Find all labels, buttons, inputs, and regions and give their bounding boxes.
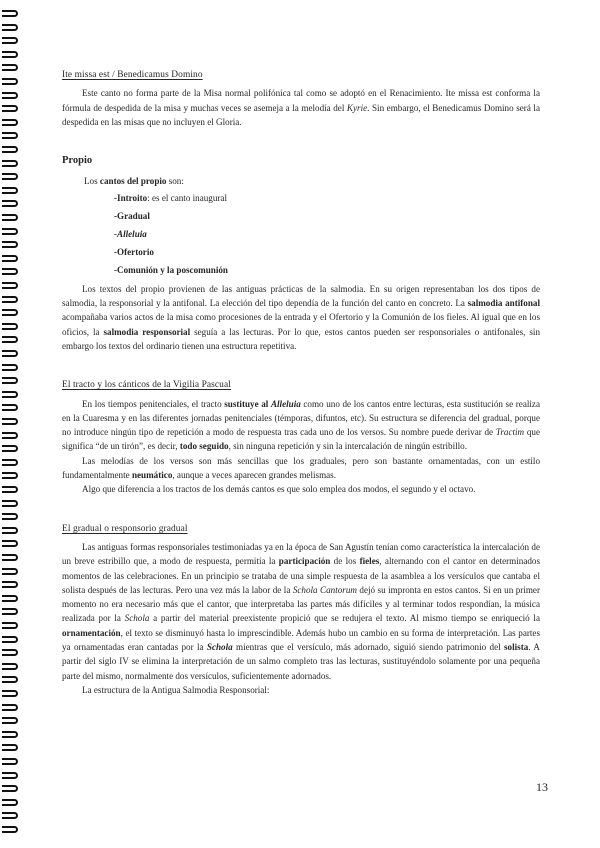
text: . A partir del siglo IV se elimina la interpretación de un salmo completo tras las lecturas, sustituyéndolo solamente por una pequeña parte del mismo, normalmente dos versículos, suficientemente adornados.: [62, 642, 540, 681]
text-bold: salmodia responsorial: [103, 326, 191, 337]
binding-coil: [2, 459, 18, 466]
list-item: [114, 264, 540, 276]
page-number: 13: [536, 780, 548, 794]
text-bold: sustituye al: [224, 398, 271, 409]
text: a partir del material preexistente propició que se redujera el texto. Al mismo tiempo se enriqueció la: [149, 613, 540, 624]
text-bold: salmodia antifonal: [467, 298, 540, 309]
binding-coil: [2, 200, 18, 207]
paragraph: [62, 282, 540, 353]
binding-coil: [2, 323, 18, 330]
binding-coil: [2, 187, 18, 194]
text-italic: Kyrie: [346, 102, 368, 113]
section-gradual: [62, 522, 540, 698]
text-bold-italic: Alleluia: [270, 398, 301, 409]
binding-coil: [2, 663, 18, 670]
text-bold-italic: Schola: [206, 642, 233, 653]
binding-coil: [2, 595, 18, 602]
text: que significa “de un tirón”, es decir,: [62, 427, 540, 452]
binding-coil: [2, 51, 18, 58]
binding-coil: [2, 24, 18, 31]
text-bold: fieles: [359, 556, 380, 567]
binding-coil: [2, 731, 18, 738]
item-label: -Comunión y la poscomunión: [114, 264, 228, 275]
text: de los: [330, 556, 360, 567]
section-title: El tracto y los cánticos de la Vigilia Pascual: [62, 380, 231, 391]
binding-coil: [2, 636, 18, 643]
text: , aunque a veces aparecen grandes melismas.: [172, 470, 336, 481]
cantos-list: [114, 192, 540, 276]
binding-coil: [2, 105, 18, 112]
binding-coil: [2, 404, 18, 411]
binding-coil: [2, 64, 18, 71]
section-title: El gradual o responsorio gradual: [62, 523, 188, 534]
binding-coil: [2, 391, 18, 398]
binding-coil: [2, 513, 18, 520]
binding-coil: [2, 377, 18, 384]
binding-coil: [2, 228, 18, 235]
binding-coil: [2, 608, 18, 615]
text: . Sin embargo, el Benedicamus Domino será la despedida en las misas que no incluyen el Gloria.: [62, 102, 540, 127]
binding-coil: [2, 92, 18, 99]
text: , el texto se disminuyó hasta lo imprescindible. Además hubo un cambio en su forma de interpretación. Las partes ya ornamentadas eran cantadas por la: [62, 627, 540, 653]
binding-coil: [2, 690, 18, 697]
text-bold: participación: [278, 556, 331, 567]
text: dejó su impronta en estos cantos. Si en un primer momento no era necesario más que el cantor, que interpretaba las partes más difíciles y al terminar todos respondían, la música realizada por la: [62, 584, 540, 624]
section-tracto: [62, 378, 540, 496]
text: Las antiguas formas responsoriales testimoniadas ya en la época de San Agustín tenían como característica la intercalación de un breve estribillo que, a modo de respuesta, permitía la: [62, 541, 540, 567]
paragraph: Algo que diferencia a los tractos de los demás cantos es que solo emplea dos modos, el segundo y el octavo.: [82, 484, 476, 495]
paragraph: [62, 540, 540, 683]
binding-coil: [2, 119, 18, 126]
binding-coil: [2, 799, 18, 806]
spiral-binding: [0, 10, 22, 840]
text-bold: todo seguido: [179, 441, 229, 452]
text-bold: neumático: [131, 470, 173, 481]
binding-coil: [2, 418, 18, 425]
text: Los textos del propio provienen de las antiguas prácticas de la salmodia. En su origen representaban los dos tipos de salmodia, la responsorial y la antifonal. La elección del tipo dependía de la función del canto en concreto. La: [62, 283, 540, 309]
binding-coil: [2, 772, 18, 779]
binding-coil: [2, 37, 18, 44]
item-label: -Gradual: [114, 210, 150, 221]
binding-coil: [2, 241, 18, 248]
binding-coil: [2, 676, 18, 683]
binding-coil: [2, 350, 18, 357]
text: seguía a las lecturas. Por lo que, estos cantos pueden ser responsoriales o antifonales, sin embargo los textos del ordinario tienen una estructura repetitiva.: [62, 326, 540, 351]
binding-coil: [2, 173, 18, 180]
text: Este canto no forma parte de la Misa normal polifónica tal como se adoptó en el Renacimiento. Ite missa est conforma la fórmula de despedida de la misa y muchas veces se asemeja a la melodía del: [62, 88, 540, 113]
list-intro: [84, 174, 540, 188]
binding-coil: [2, 812, 18, 819]
binding-coil: [2, 826, 18, 833]
binding-coil: [2, 568, 18, 575]
text-bold: cantos del propio: [99, 176, 167, 187]
binding-coil: [2, 132, 18, 139]
item-label: -Alleluia: [114, 228, 147, 239]
binding-coil: [2, 336, 18, 343]
binding-coil: [2, 296, 18, 303]
binding-coil: [2, 540, 18, 547]
item-label: -Introito: [114, 192, 148, 203]
text-italic: Schola: [124, 613, 150, 624]
text: acompañaba varios actos de la misa como procesiones de la entrada y el Ofertorio y la Comunión de los fieles. Al igual que en los oficios, la: [62, 312, 540, 337]
paragraph: [62, 454, 540, 483]
text: mientras que el versículo, más adornado, siguió siendo patrimonio del: [232, 642, 505, 653]
binding-coil: [2, 10, 18, 17]
paragraph: [62, 86, 540, 129]
binding-coil: [2, 581, 18, 588]
document-page: [62, 68, 540, 722]
section-propio: [62, 154, 540, 353]
binding-coil: [2, 146, 18, 153]
binding-coil: [2, 160, 18, 167]
binding-coil: [2, 445, 18, 452]
text: Las melodías de los versos son más sencillas que los graduales, pero son bastante ornamentadas, con un estilo fundamentalmente: [62, 455, 540, 481]
paragraph: [62, 397, 540, 454]
binding-coil: [2, 785, 18, 792]
text: son:: [166, 176, 184, 187]
text: como uno de los cantos entre lecturas, esta sustitución se realiza en la Cuaresma y en las diferentes jornadas penitenciales (témporas, difuntos, etc). Su estructura se diferencia del gradual, porque no introduce ningún tipo de repetición a modo de respuesta tras cada uno de los versos. Su nombre puede derivar de: [62, 398, 540, 438]
text-bold: solista: [504, 642, 529, 653]
binding-coil: [2, 717, 18, 724]
binding-coil: [2, 622, 18, 629]
section-title: Ite missa est / Benedicamus Domino: [62, 70, 203, 80]
list-item: [114, 228, 540, 240]
binding-coil: [2, 282, 18, 289]
binding-coil: [2, 554, 18, 561]
list-item: [114, 210, 540, 222]
binding-coil: [2, 268, 18, 275]
binding-coil: [2, 486, 18, 493]
binding-coil: [2, 758, 18, 765]
list-item: [114, 192, 540, 204]
text-italic: Tractim: [495, 427, 525, 438]
binding-coil: [2, 309, 18, 316]
binding-coil: [2, 78, 18, 85]
binding-coil: [2, 744, 18, 751]
text: Los: [84, 176, 100, 187]
text-bold: ornamentación: [62, 627, 121, 638]
binding-coil: [2, 472, 18, 479]
section-ite-missa: [62, 68, 540, 129]
text-italic: Schola Cantorum: [292, 584, 357, 595]
section-heading: Propio: [62, 155, 93, 167]
list-item: [114, 246, 540, 258]
text: , alternando con el cantor en determinados momentos de las celebraciones. En un principio se trataba de una simple respuesta de la asamblea a los versículos que cantaba el solista después de las lecturas. Pero una vez más la labor de la: [62, 556, 540, 595]
binding-coil: [2, 704, 18, 711]
text: En los tiempos penitenciales, el tracto: [82, 398, 225, 409]
binding-coil: [2, 255, 18, 262]
paragraph: La estructura de la Antigua Salmodia Responsorial:: [82, 684, 270, 695]
text: , sin ninguna repetición y sin la intercalación de ningún estribillo.: [228, 441, 467, 452]
item-label: -Ofertorio: [114, 246, 154, 257]
binding-coil: [2, 527, 18, 534]
item-desc: : es el canto inaugural: [147, 192, 227, 203]
binding-coil: [2, 214, 18, 221]
binding-coil: [2, 432, 18, 439]
binding-coil: [2, 364, 18, 371]
binding-coil: [2, 500, 18, 507]
binding-coil: [2, 649, 18, 656]
